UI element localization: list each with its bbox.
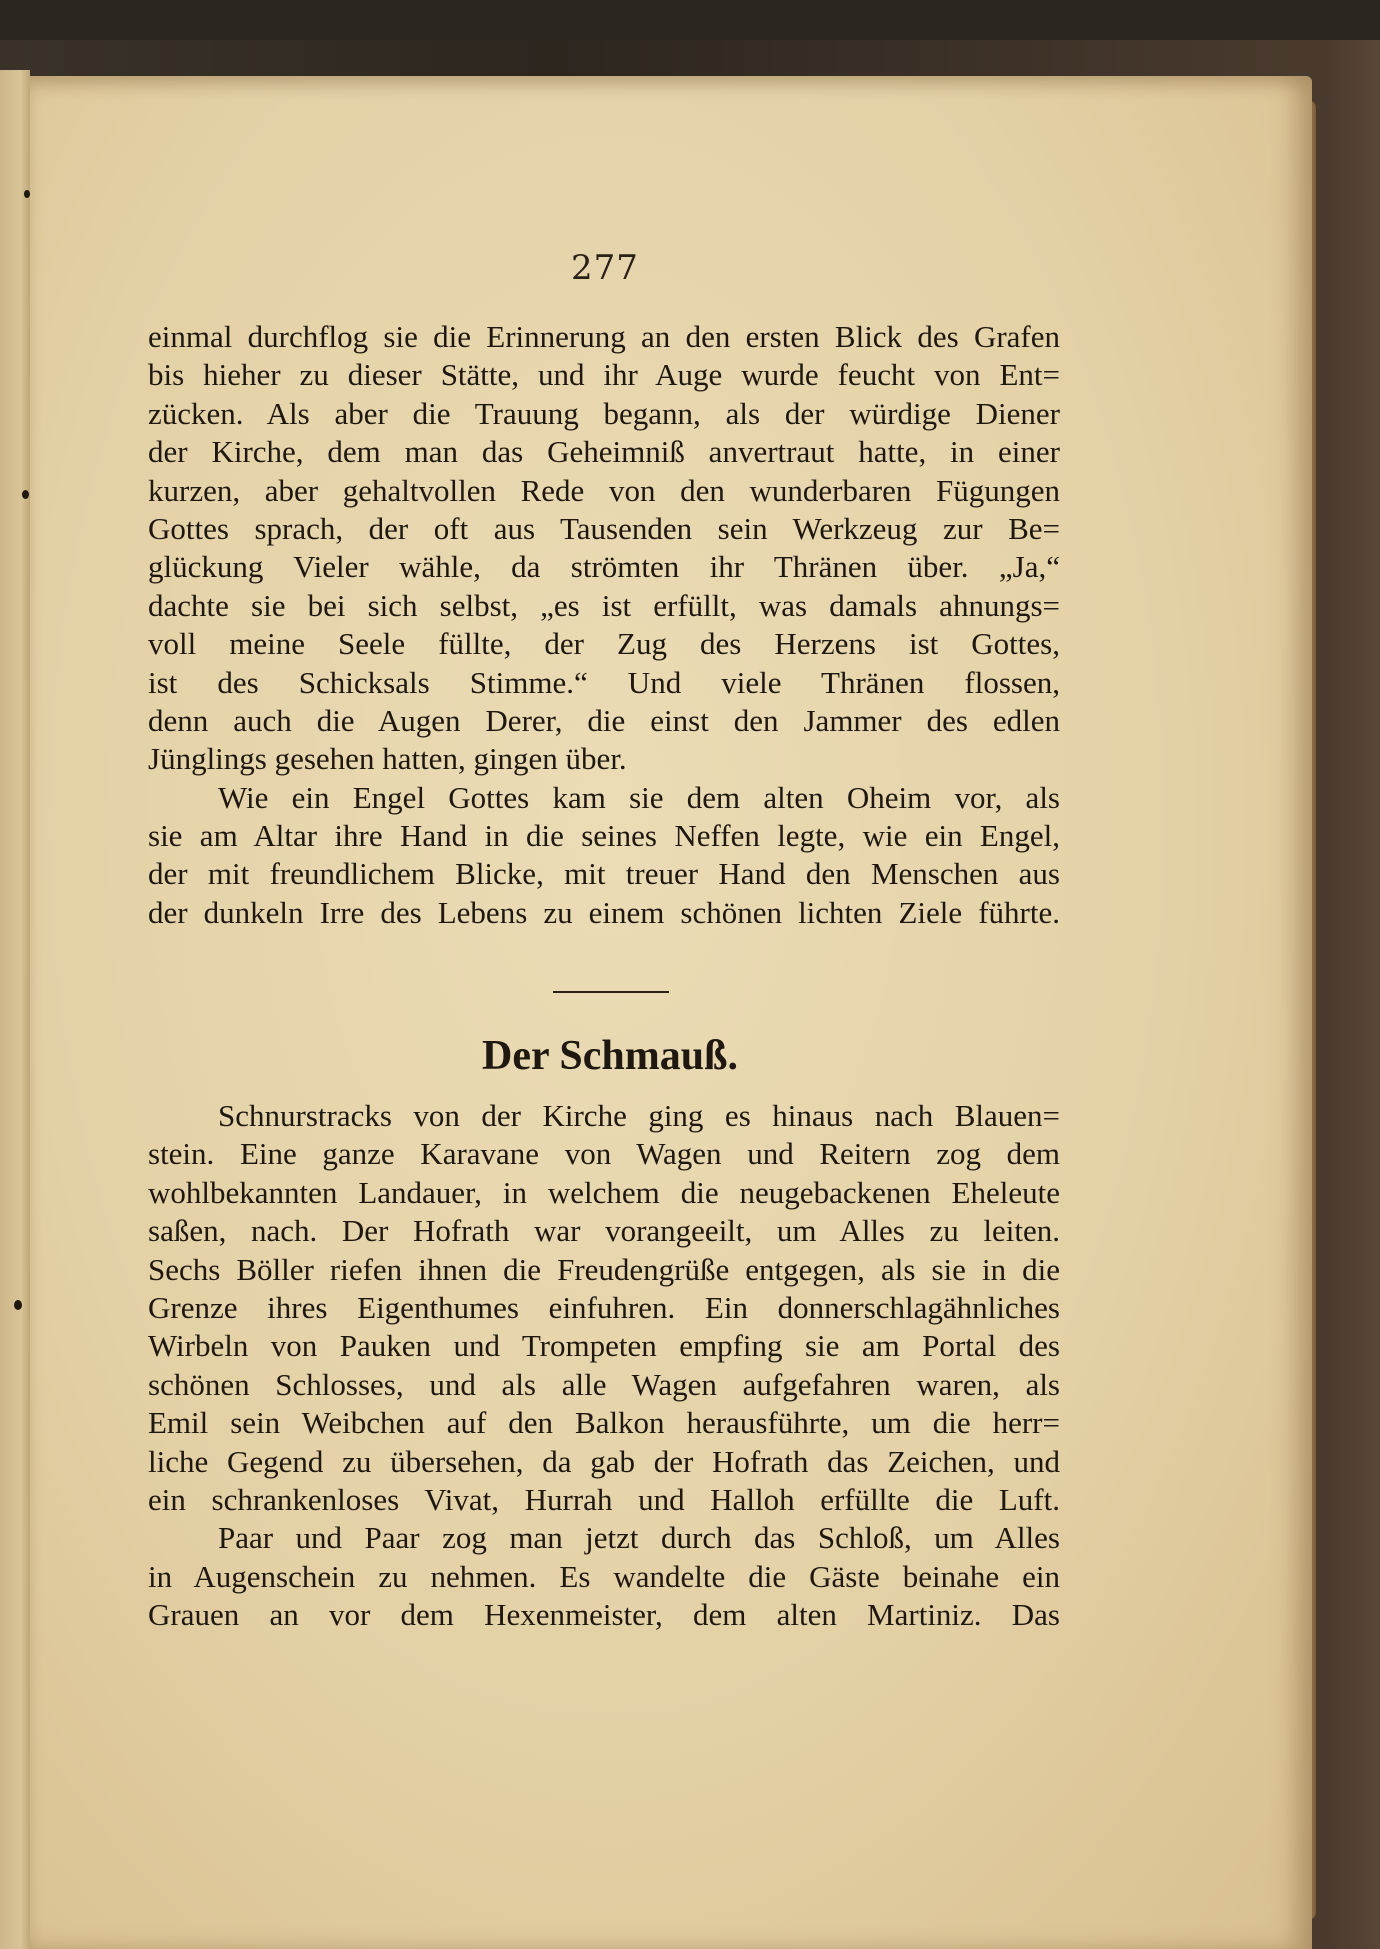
text-line: Grauen an vor dem Hexenmeister, dem alten Martiniz. Das (148, 1597, 1060, 1633)
facing-page-edge (0, 70, 30, 1949)
text-line: der dunkeln Irre des Lebens zu einem schönen lichten Ziele führte. (148, 894, 1060, 930)
text-line: Paar und Paar zog man jetzt durch das Schloß, um Alles (218, 1520, 1060, 1556)
text-line: bis hieher zu dieser Stätte, und ihr Auge wurde feucht von Ent= (148, 357, 1060, 393)
text-line: Schnurstracks von der Kirche ging es hinaus nach Blauen= (218, 1098, 1060, 1133)
text-line: Grenze ihres Eigenthumes einfuhren. Ein donnerschlagähnliches (148, 1289, 1060, 1325)
text-line: ist des Schicksals Stimme.“ Und viele Thränen flossen, (148, 664, 1060, 700)
text-line: glückung Vieler wähle, da strömten ihr Thränen über. „Ja,“ (148, 549, 1060, 585)
text-line: Wirbeln von Pauken und Trompeten empfing sie am Portal des (148, 1328, 1060, 1364)
text-line: sie am Altar ihre Hand in die seines Neffen legte, wie ein Engel, (148, 818, 1060, 854)
text-line: stein. Eine ganze Karavane von Wagen und Reitern zog dem (148, 1136, 1060, 1172)
section-heading: Der Schmauß. (482, 1033, 738, 1079)
section-divider (553, 991, 669, 993)
text-line: der Kirche, dem man das Geheimniß anvertraut hatte, in einer (148, 434, 1060, 470)
text-line: kurzen, aber gehaltvollen Rede von den wunderbaren Fügungen (148, 472, 1060, 508)
text-line: in Augenschein zu nehmen. Es wandelte die Gäste beinahe ein (148, 1558, 1060, 1594)
text-line: liche Gegend zu übersehen, da gab der Hofrath das Zeichen, und (148, 1443, 1060, 1479)
text-line: Emil sein Weibchen auf den Balkon herausführte, um die herr= (148, 1405, 1060, 1441)
text-line: ein schrankenloses Vivat, Hurrah und Halloh erfüllte die Luft. (148, 1481, 1060, 1517)
text-line: denn auch die Augen Derer, die einst den Jammer des edlen (148, 702, 1060, 738)
text-line: schönen Schlosses, und als alle Wagen aufgefahren waren, als (148, 1366, 1060, 1402)
text-line: saßen, nach. Der Hofrath war vorangeeilt, um Alles zu leiten. (148, 1213, 1060, 1249)
text-line: der mit freundlichem Blicke, mit treuer Hand den Menschen aus (148, 856, 1060, 892)
text-line: zücken. Als aber die Trauung begann, als der würdige Diener (148, 395, 1060, 431)
text-block-bottom (148, 1097, 1060, 1634)
text-line: dachte sie bei sich selbst, „es ist erfüllt, was damals ahnungs= (148, 587, 1060, 623)
text-line: Sechs Böller riefen ihnen die Freudengrüße entgegen, als sie in die (148, 1251, 1060, 1287)
paper-speck (24, 190, 30, 198)
text-line: Jünglings gesehen hatten, gingen über. (148, 741, 627, 777)
text-line: voll meine Seele füllte, der Zug des Herzens ist Gottes, (148, 626, 1060, 662)
text-line: Gottes sprach, der oft aus Tausenden sein Werkzeug zur Be= (148, 510, 1060, 546)
text-line: Wie ein Engel Gottes kam sie dem alten Oheim vor, als (218, 779, 1060, 815)
text-block-top (148, 318, 1060, 932)
page-number: 277 (571, 248, 639, 288)
text-line: einmal durchflog sie die Erinnerung an den ersten Blick des Grafen (148, 319, 1060, 354)
paper-speck (14, 1300, 22, 1310)
paper-speck (22, 490, 29, 499)
text-line: wohlbekannten Landauer, in welchem die neugebackenen Eheleute (148, 1174, 1060, 1210)
